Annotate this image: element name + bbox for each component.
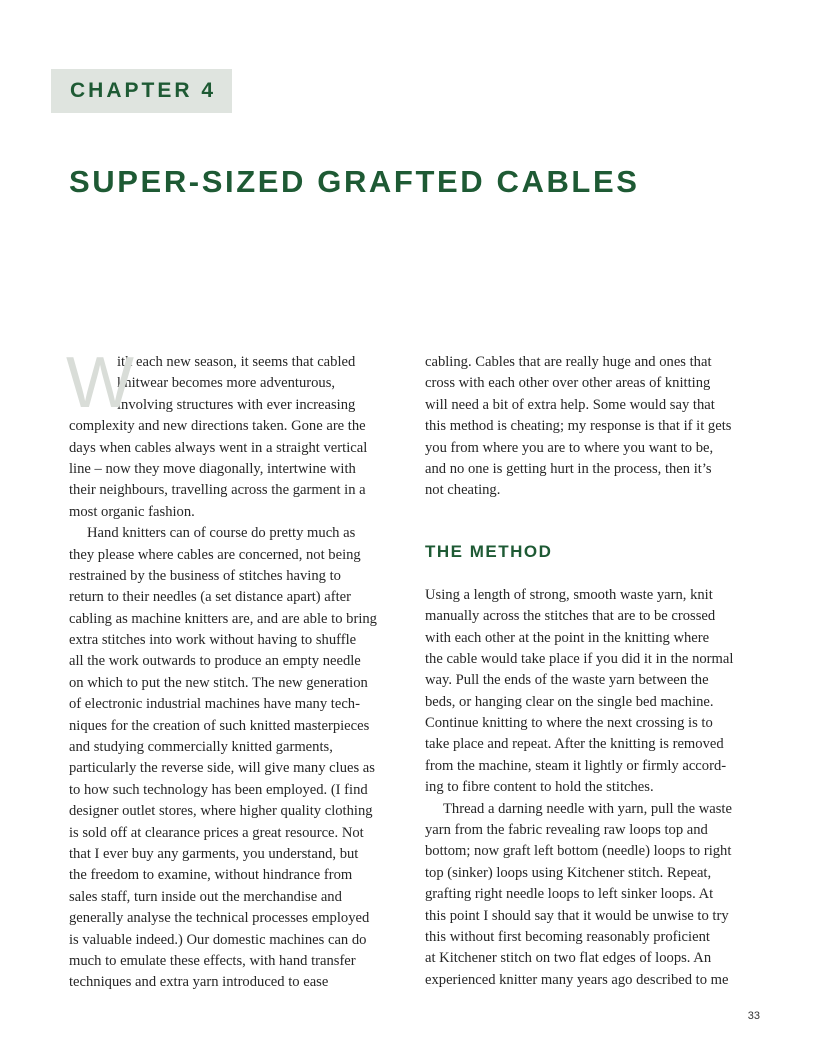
body-line: top (sinker) loops using Kitchener stitch. Repeat, [425, 864, 712, 881]
body-line: with each other at the point in the knitting where [425, 629, 710, 646]
body-line: on which to put the new stitch. The new generation [69, 674, 368, 691]
body-line: to how such technology has been employed. (I find [69, 781, 368, 798]
body-line: of electronic industrial machines have many tech- [69, 696, 360, 713]
body-line: designer outlet stores, where higher quality clothing [69, 803, 373, 820]
body-line: knitwear becomes more adventurous, [117, 375, 336, 392]
body-line: complexity and new directions taken. Gone are the [69, 418, 366, 435]
body-line: not cheating. [425, 482, 501, 499]
body-line: bottom; now graft left bottom (needle) loops to right [425, 843, 732, 860]
body-line: ith each new season, it seems that cabled [117, 354, 356, 370]
body-line: particularly the reverse side, will give many clues as [69, 760, 375, 777]
paragraph-spacer [425, 502, 762, 523]
body-line: yarn from the fabric revealing raw loops top and [425, 822, 708, 839]
body-line: is sold off at clearance prices a great resource. Not [69, 824, 364, 841]
chapter-title: SUPER-SIZED GRAFTED CABLES [69, 164, 640, 199]
right-column [425, 352, 762, 991]
body-line: line – now they move diagonally, intertwine with [69, 460, 356, 477]
body-line: manually across the stitches that are to be crossed [425, 608, 716, 625]
body-line: return to their needles (a set distance apart) after [69, 589, 352, 606]
body-line: ing to fibre content to hold the stitches. [425, 779, 654, 796]
body-line: cross with each other over other areas of knitting [425, 375, 711, 392]
body-line: from the machine, steam it lightly or firmly accord- [425, 757, 727, 774]
chapter-label-box [51, 69, 232, 113]
body-line: restrained by the business of stitches having to [69, 567, 341, 584]
body-line: beds, or hanging clear on the single bed machine. [425, 693, 714, 710]
body-line: this point I should say that it would be unwise to try [425, 907, 729, 924]
body-line: is valuable indeed.) Our domestic machines can do [69, 931, 367, 948]
drop-cap: W [66, 343, 134, 423]
body-line: way. Pull the ends of the waste yarn between the [425, 672, 709, 689]
body-line: you from where you are to where you want to be, [425, 439, 714, 456]
body-line: this method is cheating; my response is that if it gets [425, 418, 732, 435]
body-line: days when cables always went in a straight vertical [69, 439, 368, 456]
body-line: that I ever buy any garments, you understand, but [69, 845, 359, 862]
body-line: cabling as machine knitters are, and are able to bring [69, 610, 377, 627]
section-heading: THE METHOD [425, 541, 553, 561]
body-line: extra stitches into work without having to shuffle [69, 632, 357, 649]
body-line: Using a length of strong, smooth waste yarn, knit [425, 586, 713, 603]
body-line: much to emulate these effects, with hand transfer [69, 952, 356, 969]
left-column [66, 343, 406, 994]
body-line: this without first becoming reasonably proficient [425, 928, 710, 945]
body-line: most organic fashion. [69, 503, 195, 520]
body-line: involving structures with ever increasing [117, 396, 356, 413]
body-line: the cable would take place if you did it in the normal [425, 650, 734, 667]
body-line: grafting right needle loops to left sinker loops. At [425, 886, 714, 903]
body-line: take place and repeat. After the knitting is removed [425, 736, 724, 753]
body-line: all the work outwards to produce an empty needle [69, 653, 361, 670]
body-line: and no one is getting hurt in the process, then it’s [425, 460, 712, 477]
body-line: and studying commercially knitted garments, [69, 739, 333, 756]
body-line: Continue knitting to where the next crossing is to [425, 715, 713, 732]
chapter-label: CHAPTER 4 [70, 79, 217, 102]
body-line: Thread a darning needle with yarn, pull the waste [443, 800, 732, 817]
body-line: experienced knitter many years ago described to me [425, 971, 729, 988]
body-line: sales staff, turn inside out the merchandise and [69, 888, 342, 905]
body-line: will need a bit of extra help. Some would say that [425, 396, 715, 413]
body-line: Hand knitters can of course do pretty much as [87, 525, 356, 542]
page-number: 33 [747, 1010, 760, 1022]
body-line: techniques and extra yarn introduced to ease [69, 974, 329, 991]
body-line: generally analyse the technical processes employed [69, 910, 370, 927]
body-line: their neighbours, travelling across the garment in a [69, 482, 366, 499]
body-line: niques for the creation of such knitted masterpieces [69, 717, 370, 734]
body-line: they please where cables are concerned, not being [69, 546, 361, 563]
body-line: at Kitchener stitch on two flat edges of loops. An [425, 950, 712, 967]
body-line: the freedom to examine, without hindrance from [69, 867, 353, 884]
body-line: cabling. Cables that are really huge and ones that [425, 354, 712, 370]
